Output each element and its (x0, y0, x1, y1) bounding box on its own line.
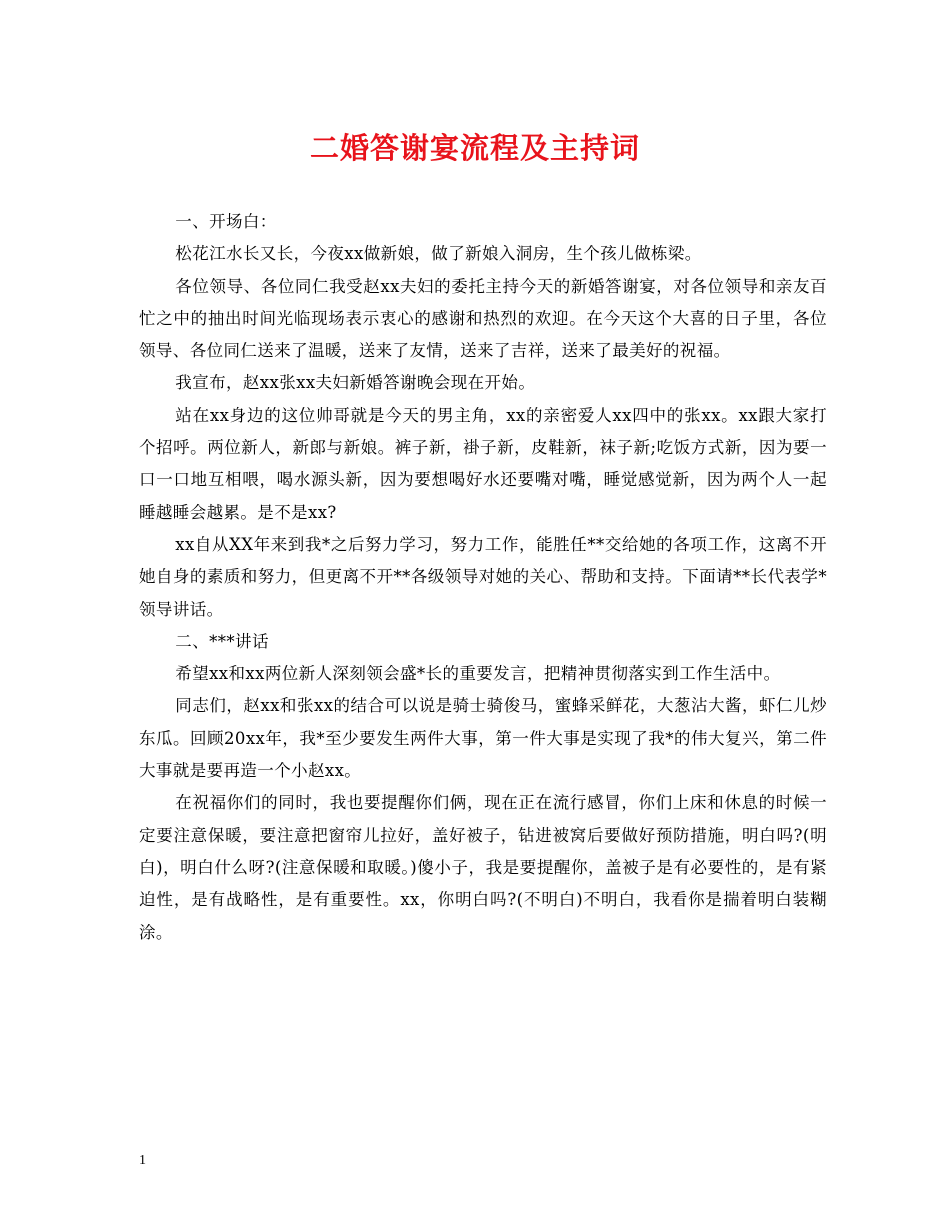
paragraph-hope: 希望xx和xx两位新人深刻领会盛*长的重要发言，把精神贯彻落实到工作生活中。 (175, 664, 781, 684)
paragraph-comrades: 同志们，赵xx和张xx的结合可以说是骑士骑俊马，蜜蜂采鲜花，大葱沾大酱，虾仁儿炒东瓜。回顾20xx年，我*至少要发生两件大事，第一件大事是实现了我*的伟大复兴，第二件大事就是要再造一个小赵xx。 (139, 696, 827, 781)
paragraph-opening-heading: 一、开场白： (175, 212, 277, 231)
paragraph-welcome: 各位领导、各位同仁我受赵xx夫妇的委托主持今天的新婚答谢宴，对各位领导和亲友百忙之中的抽出时间光临现场表示衷心的感谢和热烈的欢迎。在今天这个大喜的日子里，各位领导、各位同仁送来了温暖，送来了友情，送来了吉祥，送来了最美好的祝福。 (139, 276, 827, 361)
page-number: 1 (139, 1153, 146, 1168)
paragraph-groom-intro: 站在xx身边的这位帅哥就是今天的男主角，xx的亲密爱人xx四中的张xx。xx跟大家打个招呼。两位新人，新郎与新娘。裤子新，褂子新，皮鞋新，袜子新;吃饭方式新，因为要一口一口地互相喂，喝水源头新，因为要想喝好水还要嘴对嘴，睡觉感觉新，因为两个人一起睡越睡会越累。是不是xx? (139, 405, 827, 522)
paragraph-verse: 松花江水长又长，今夜xx做新娘，做了新娘入洞房，生个孩儿做栋梁。 (175, 244, 702, 264)
document-body (139, 206, 827, 949)
document-title: 二婚答谢宴流程及主持词 (309, 131, 640, 165)
paragraph-bride-intro: xx自从XX年来到我*之后努力学习，努力工作，能胜任**交给她的各项工作，这离不开她自身的素质和努力，但更离不开**各级领导对她的关心、帮助和支持。下面请**长代表学*领导讲话。 (139, 534, 827, 619)
paragraph-announcement: 我宣布，赵xx张xx夫妇新婚答谢晚会现在开始。 (175, 373, 536, 393)
paragraph-speech-heading: 二、***讲话 (175, 631, 269, 651)
paragraph-reminder: 在祝福你们的同时，我也要提醒你们俩，现在正在流行感冒，你们上床和休息的时候一定要注意保暖，要注意把窗帘儿拉好，盖好被子，钻进被窝后要做好预防措施，明白吗?(明白)，明白什么呀?(注意保暖和取暖。)傻小子，我是要提醒你，盖被子是有必要性的，是有紧迫性，是有战略性，是有重要性。xx，你明白吗?(不明白)不明白，我看你是揣着明白装糊涂。 (139, 793, 827, 942)
